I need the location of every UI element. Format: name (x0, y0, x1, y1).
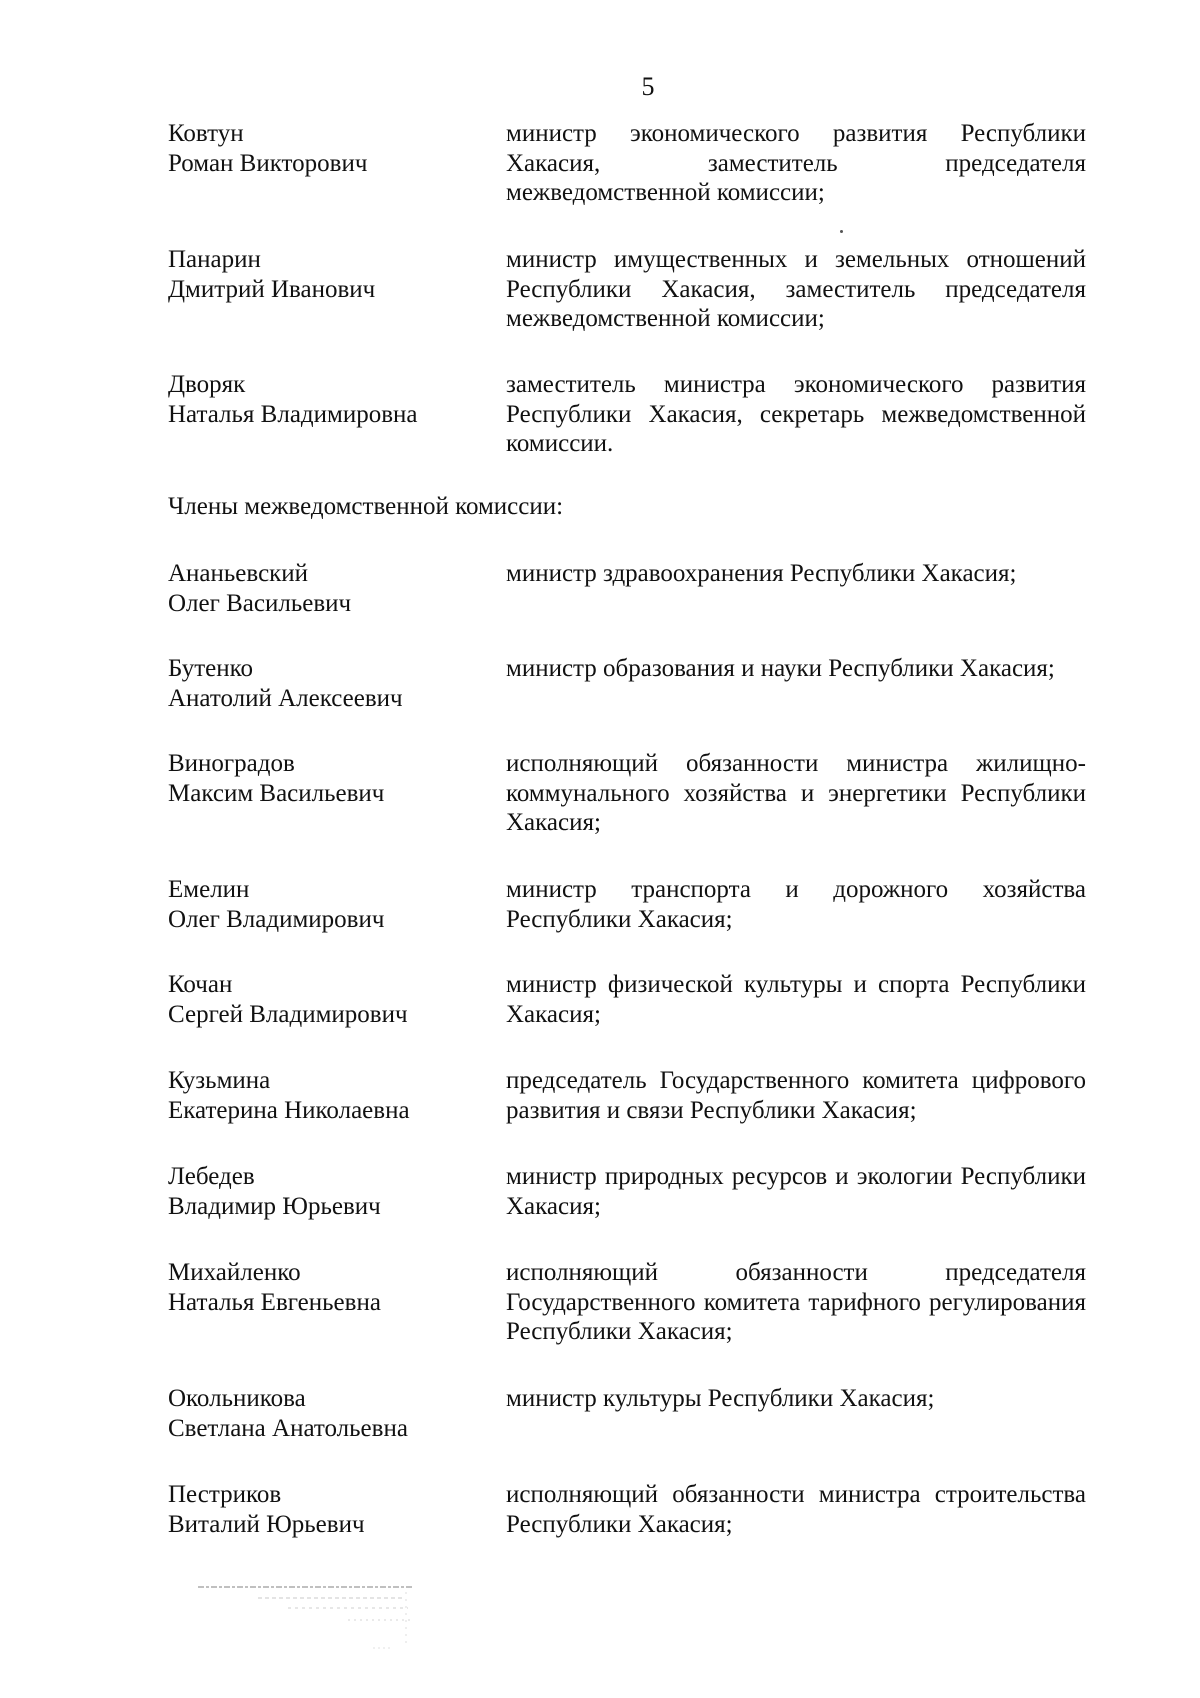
person-given-names: Анатолий Алексеевич (168, 684, 403, 712)
person-role: министр здравоохранения Республики Хакасия; (506, 560, 1017, 587)
person-given-names: Виталий Юрьевич (168, 1510, 365, 1538)
person-given-names: Екатерина Николаевна (168, 1096, 410, 1124)
person-role: министр имущественных и земельных отношений Республики Хакасия, заместитель председателя межведомственной комиссии; (506, 246, 1086, 332)
person-given-names: Светлана Анатольевна (168, 1414, 408, 1442)
person-given-names: Владимир Юрьевич (168, 1192, 381, 1220)
person-name (168, 1480, 488, 1539)
person-name (168, 1384, 488, 1443)
person-given-names: Сергей Владимирович (168, 1000, 408, 1028)
person-given-names: Наталья Владимировна (168, 400, 418, 428)
person-surname: Ананьевский (168, 560, 309, 587)
person-surname: Пестриков (168, 1481, 282, 1508)
person-given-names: Олег Владимирович (168, 905, 385, 933)
person-role: министр культуры Республики Хакасия; (506, 1385, 935, 1412)
scan-artifact (198, 1584, 413, 1654)
person-surname: Ковтун (168, 120, 244, 147)
person-given-names: Роман Викторович (168, 149, 368, 177)
person-role: исполняющий обязанности министра строительства Республики Хакасия; (506, 1481, 1086, 1538)
person-name (168, 119, 488, 178)
members-heading: Члены межведомственной комиссии: (168, 493, 564, 520)
person-surname: Панарин (168, 246, 261, 273)
person-name (168, 970, 488, 1029)
person-surname: Емелин (168, 876, 250, 903)
person-name (168, 370, 488, 429)
page-number: 5 (641, 72, 655, 101)
person-surname: Бутенко (168, 655, 254, 682)
person-role: министр природных ресурсов и экологии Республики Хакасия; (506, 1163, 1086, 1220)
person-role: председатель Государственного комитета цифрового развития и связи Республики Хакасия; (506, 1067, 1086, 1124)
person-surname: Виноградов (168, 750, 295, 777)
person-given-names: Олег Васильевич (168, 589, 352, 617)
person-role: министр образования и науки Республики Хакасия; (506, 655, 1055, 682)
person-surname: Окольникова (168, 1385, 306, 1412)
person-given-names: Максим Васильевич (168, 779, 385, 807)
person-surname: Дворяк (168, 371, 246, 398)
person-role: исполняющий обязанности председателя Государственного комитета тарифного регулирования Республики Хакасия; (506, 1259, 1086, 1345)
person-role: министр физической культуры и спорта Республики Хакасия; (506, 971, 1086, 1028)
person-name (168, 245, 488, 304)
person-name (168, 875, 488, 934)
person-name (168, 559, 488, 618)
person-surname: Лебедев (168, 1163, 255, 1190)
person-role: исполняющий обязанности министра жилищно-коммунального хозяйства и энергетики Республики Хакасия; (506, 750, 1086, 836)
person-given-names: Дмитрий Иванович (168, 275, 376, 303)
person-role: заместитель министра экономического развития Республики Хакасия, секретарь межведомственной комиссии. (506, 371, 1086, 457)
person-surname: Кочан (168, 971, 233, 998)
scan-speck (840, 230, 843, 233)
person-surname: Кузьмина (168, 1067, 271, 1094)
person-surname: Михайленко (168, 1259, 301, 1286)
person-name (168, 1162, 488, 1221)
person-name (168, 749, 488, 808)
person-given-names: Наталья Евгеньевна (168, 1288, 381, 1316)
person-name (168, 1258, 488, 1317)
person-role: министр транспорта и дорожного хозяйства Республики Хакасия; (506, 876, 1086, 933)
person-name (168, 1066, 488, 1125)
person-name (168, 654, 488, 713)
person-role: министр экономического развития Республики Хакасия, заместитель председателя межведомственной комиссии; (506, 120, 1086, 206)
